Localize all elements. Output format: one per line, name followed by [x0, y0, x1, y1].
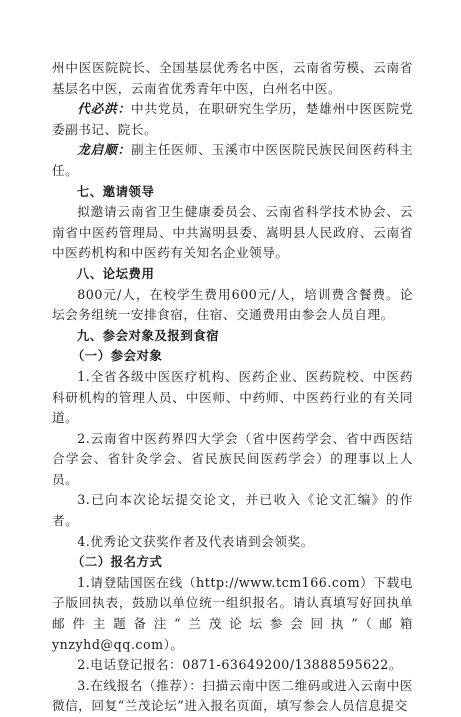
section-heading-forum-fees: 八、论坛费用 — [76, 265, 155, 281]
list-item-participants-3: 3.已向本次论坛提交论文，并已收入《论文汇编》的作者。 — [52, 492, 413, 529]
list-item-registration-3: 3.在线报名（推荐）：扫描云南中医二维码或进入云南中医微信，回复“兰茂论坛”进入报名页面，填写参会人员信息提交 — [52, 677, 413, 714]
paragraph-invited-leaders: 拟邀请云南省卫生健康委员会、云南省科学技术协会、云南省中医药管理局、中共嵩明县委、嵩明县人民政府、云南省中医药机构和中医药有关知名企业领导。 — [52, 204, 413, 261]
list-item-participants-4: 4.优秀论文获奖作者及代表请到会领奖。 — [77, 533, 314, 549]
list-item-participants-2: 2.云南省中医药界四大学会（省中医药学会、省中西医结合学会、省针灸学会、省民族民间医药学会）的理事以上人员。 — [52, 430, 413, 487]
person-desc-dai: 中共党员，在职研究生学历，楚雄州中医医院党委副书记、院长。 — [52, 101, 413, 137]
person-name-dai: 代必洪： — [77, 101, 131, 117]
subheading-participants: （一）参会对象 — [71, 348, 163, 364]
list-item-registration-1: 1.请登陆国医在线（http://www.tcm166.com）下载电子版回执表，鼓励以单位统一组织报名。请认真填写好回执单邮件主题备注“兰茂论坛参会回执”（邮箱ynzyhd@qq.com）。 — [52, 574, 413, 652]
person-desc-long: 副主任医师、玉溪市中医医院民族民间医药科主任。 — [52, 142, 413, 178]
paragraph-intro-continued: 州中医医院院长、全国基层优秀名中医，云南省劳模、云南省基层名中医，云南省优秀青年中医，白州名中医。 — [52, 60, 413, 96]
list-item-participants-1: 1.全省各级中医医疗机构、医药企业、医药院校、中医药科研机构的管理人员、中医师、中药师、中医药行业的有关同道。 — [52, 368, 413, 426]
paragraph-dai-bihong — [52, 99, 413, 140]
paragraph-forum-fees: 800元/人，在校学生费用600元/人，培训费含餐费。论坛会务组统一安排食宿，住宿、交通费用由参会人员自理。 — [52, 286, 413, 323]
section-heading-participants: 九、参会对象及报到食宿 — [76, 327, 220, 343]
paragraph-long-qishun — [52, 140, 413, 181]
subheading-registration: （二）报名方式 — [71, 554, 163, 570]
section-heading-invited-leaders: 七、邀请领导 — [76, 183, 155, 199]
person-name-long: 龙启顺： — [77, 142, 131, 158]
list-item-registration-2: 2.电话登记报名：0871-63649200/13888595622。 — [77, 657, 402, 673]
